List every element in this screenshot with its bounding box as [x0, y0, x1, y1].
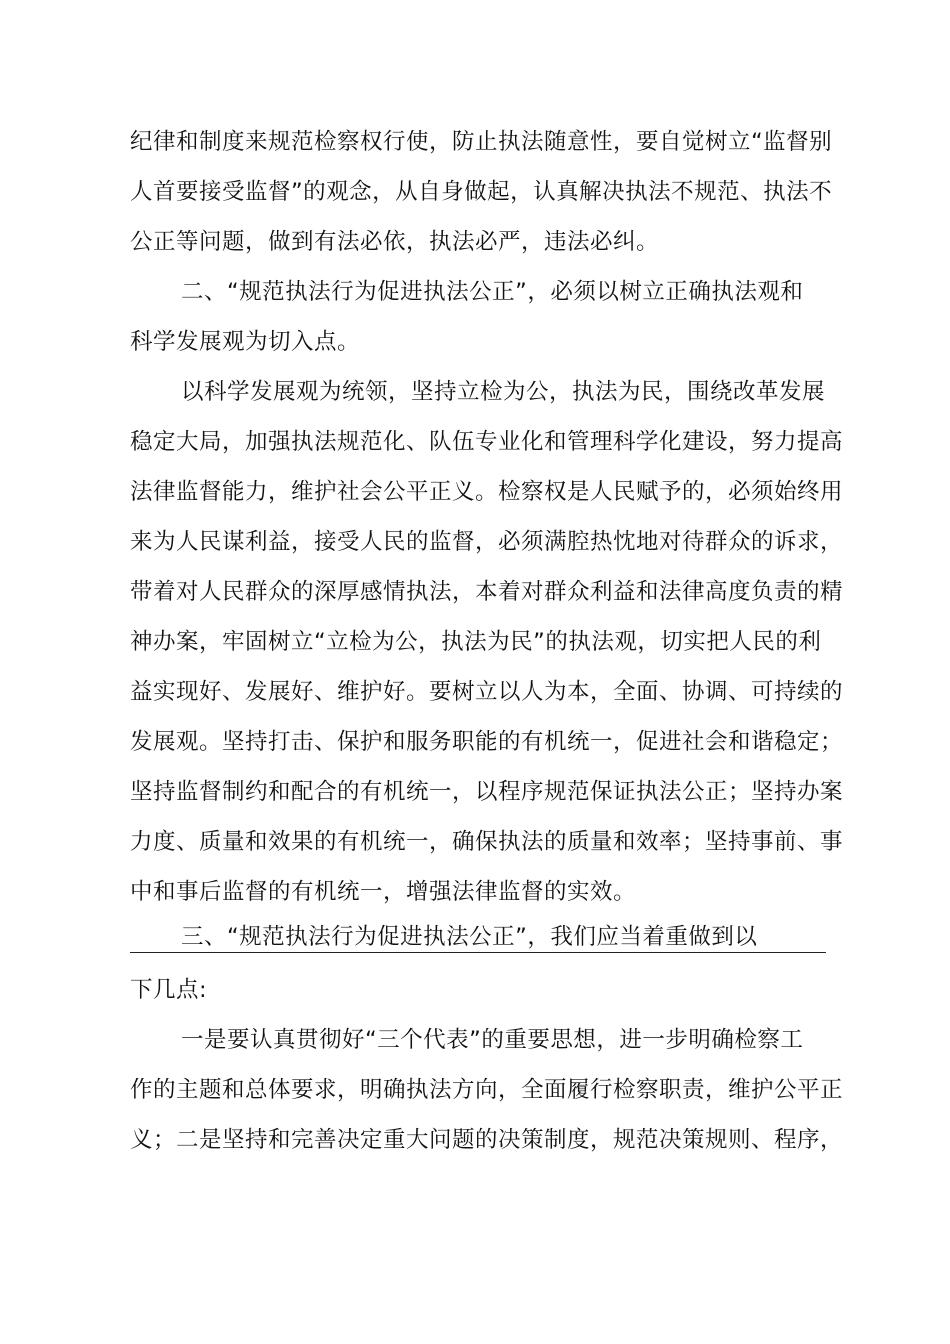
section-heading-3: 三、“规范执法行为促进执法公正”，我们应当着重做到以 — [181, 924, 758, 950]
divider-line — [130, 952, 826, 953]
text-line-1: 纪律和制度来规范检察权行使，防止执法随意性，要自觉树立“监督别 — [130, 129, 833, 155]
text-line-5: 科学发展观为切入点。 — [130, 329, 361, 355]
section-heading-2: 二、“规范执法行为促进执法公正”，必须以树立正确执法观和 — [181, 279, 804, 305]
text-line-10: 带着对人民群众的深厚感情执法，本着对群众利益和法律高度负责的精 — [130, 579, 844, 605]
text-line-11: 神办案，牢固树立“立检为公，执法为民”的执法观，切实把人民的利 — [130, 629, 822, 655]
text-line-16: 中和事后监督的有机统一，增强法律监督的实效。 — [130, 879, 637, 905]
text-line-2: 人首要接受监督”的观念，从自身做起，认真解决执法不规范、执法不 — [130, 179, 833, 205]
text-line-3: 公正等问题，做到有法必依，执法必严，违法必纠。 — [130, 229, 660, 255]
paragraph-start-2: 一是要认真贯彻好“三个代表”的重要思想，进一步明确检察工 — [181, 1027, 804, 1053]
text-line-12: 益实现好、发展好、维护好。要树立以人为本，全面、协调、可持续的 — [130, 679, 844, 705]
text-line-21: 义；二是坚持和完善决定重大问题的决策制度，规范决策规则、程序， — [130, 1127, 844, 1153]
text-line-14: 坚持监督制约和配合的有机统一，以程序规范保证执法公正；坚持办案 — [130, 779, 844, 805]
text-line-13: 发展观。坚持打击、保护和服务职能的有机统一，促进社会和谐稳定； — [130, 729, 844, 755]
text-line-9: 来为人民谋利益，接受人民的监督，必须满腔热忱地对待群众的诉求， — [130, 529, 844, 555]
text-line-18: 下几点: — [130, 977, 208, 1003]
text-line-15: 力度、质量和效果的有机统一，确保执法的质量和效率；坚持事前、事 — [130, 829, 844, 855]
text-line-7: 稳定大局，加强执法规范化、队伍专业化和管理科学化建设，努力提高 — [130, 429, 844, 455]
paragraph-start: 以科学发展观为统领，坚持立检为公，执法为民，围绕改革发展 — [181, 379, 826, 405]
text-line-20: 作的主题和总体要求，明确执法方向，全面履行检察职责，维护公平正 — [130, 1077, 844, 1103]
text-line-8: 法律监督能力，维护社会公平正义。检察权是人民赋予的，必须始终用 — [130, 479, 844, 505]
